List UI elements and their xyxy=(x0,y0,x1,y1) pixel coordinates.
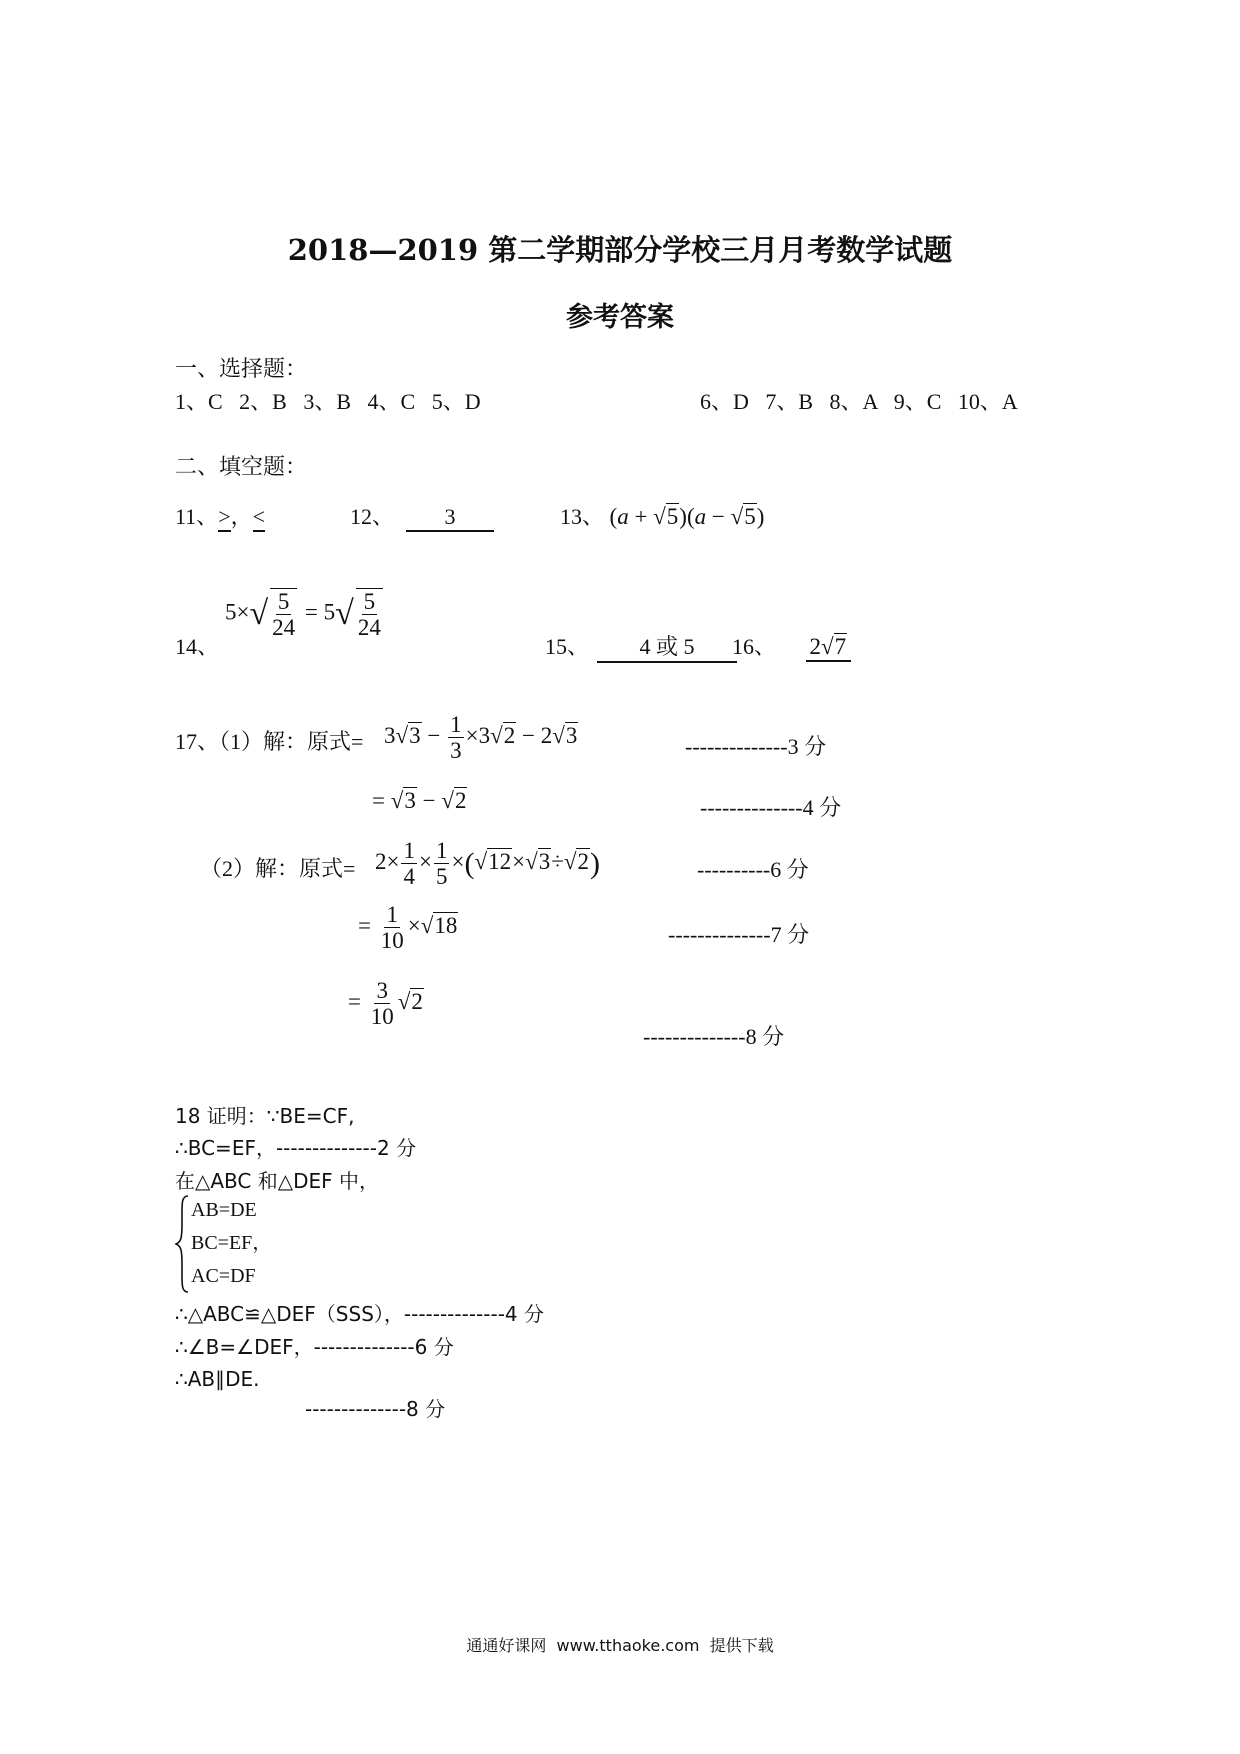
q11-answer-1: > xyxy=(218,504,230,532)
q11-number: 11、 xyxy=(175,504,219,529)
q18-line5: ∴∠B=∠DEF，--------------6 分 xyxy=(175,1335,454,1359)
q16-number: 16、 xyxy=(732,634,777,659)
q15 xyxy=(545,630,737,663)
q14-number: 14、 xyxy=(175,634,220,659)
q17-part1-label: 17、（1）解：原式= xyxy=(175,729,364,754)
q17-score-4: --------------4 分 xyxy=(700,795,842,820)
q13-number: 13、 xyxy=(560,504,605,529)
section1-heading: 一、选择题： xyxy=(175,356,308,381)
q17-part2-line1: 2× $\frac{1}{4}$ × $\frac{1}{5}$ ×(√12×√3÷√2) xyxy=(375,838,600,890)
q18-line2: ∴BC=EF，--------------2 分 xyxy=(175,1136,417,1160)
q16-answer: 2√7 xyxy=(806,634,852,662)
q18-line3: 在△ABC 和△DEF 中， xyxy=(175,1169,380,1193)
q18-line1: 18 证明：∵BE=CF, xyxy=(175,1104,355,1128)
q11-answer-2: < xyxy=(253,504,265,532)
section2-heading: 二、填空题： xyxy=(175,454,308,479)
q18-line7: --------------8 分 xyxy=(305,1397,446,1421)
q14-expression: 5×√ $\frac{5}{24}$ = 5√ $\frac{5}{24}$ xyxy=(225,589,381,641)
footer-text: 通通好课网 www.tthaoke.com 提供下载 xyxy=(466,1636,774,1655)
q15-answer: 4 或 5 xyxy=(597,630,737,663)
q17-part2-label: （2）解：原式= xyxy=(200,856,356,881)
q16 xyxy=(732,630,851,662)
document-subtitle: 参考答案 xyxy=(566,302,674,333)
q13-answer: (a + √5)(a − √5) xyxy=(609,504,765,529)
q17-score-3: --------------3 分 xyxy=(685,734,827,759)
q17-score-7: --------------7 分 xyxy=(668,922,810,947)
q12 xyxy=(350,500,494,532)
q11 xyxy=(175,500,265,532)
q18-line6: ∴AB∥DE. xyxy=(175,1367,260,1391)
q17-part1-line2: = √3 − √2 xyxy=(372,788,467,813)
q17-score-6: ----------6 分 xyxy=(697,857,809,882)
left-brace-icon xyxy=(175,1194,191,1294)
q18-line4: ∴△ABC≌△DEF（SSS），--------------4 分 xyxy=(175,1302,545,1326)
choice-answers-left: 1、C 2、B 3、B 4、C 5、D xyxy=(175,389,481,414)
q15-number: 15、 xyxy=(545,634,590,659)
q13 xyxy=(560,500,764,531)
system-line-2: BC=EF， xyxy=(191,1232,273,1254)
document-title: 2018—2019 第二学期部分学校三月月考数学试题 xyxy=(287,233,953,267)
q11-separator: ， xyxy=(230,504,253,529)
q17-score-8: --------------8 分 xyxy=(643,1024,785,1049)
system-line-3: AC=DF xyxy=(191,1265,256,1287)
q12-number: 12、 xyxy=(350,504,395,529)
q17-part1-line1: 3√3 − $\frac{1}{3}$ ×3√2 − 2√3 xyxy=(384,712,578,764)
q12-answer: 3 xyxy=(406,504,494,532)
choice-answers-right: 6、D 7、B 8、A 9、C 10、A xyxy=(700,389,1018,414)
q17-part2-line3: = $\frac{3}{10}$ √2 xyxy=(348,978,423,1030)
system-line-1: AB=DE xyxy=(191,1199,257,1221)
q17-part2-line2: = $\frac{1}{10}$ ×√18 xyxy=(358,902,458,954)
